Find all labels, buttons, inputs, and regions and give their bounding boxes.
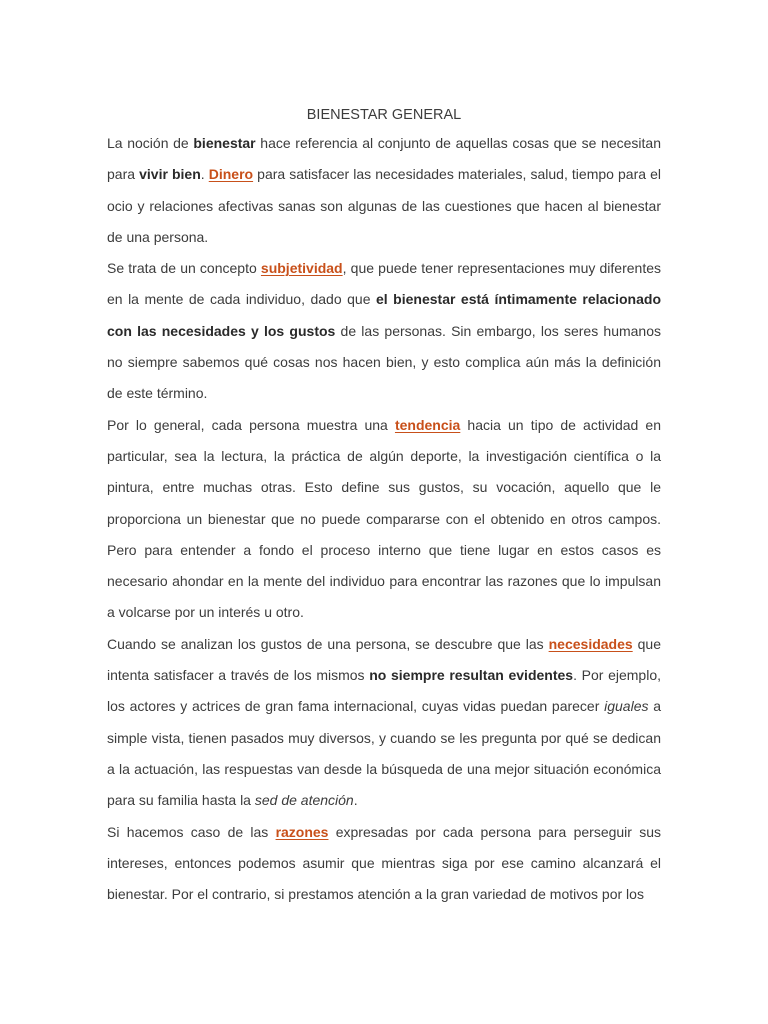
bold-term-vivir-bien: vivir bien (139, 166, 201, 183)
text-span: . (200, 166, 209, 183)
link-tendencia[interactable]: tendencia (394, 416, 461, 433)
paragraph-1 (107, 128, 661, 253)
bold-phrase-bienestar-relacionado: el bienestar está íntimamente relacionado con las necesidades y los gustos (107, 291, 661, 339)
text-span: hacia un tipo de actividad en particular, sea la lectura, la práctica de algún deporte, la investigación científica o la pintura, entre muchas otras. Esto define sus gustos, su vocación, aquello que le proporciona un bienestar que no puede compararse con el obtenido en otros campos. Pero para entender a fondo el proceso interno que tiene lugar en estos casos es necesario ahondar en la mente del individuo para encontrar las razones que lo impulsan a volcarse por un interés u otro. (107, 416, 661, 621)
italic-term-iguales: iguales (604, 698, 649, 715)
link-razones[interactable]: razones (275, 823, 329, 840)
paragraph-5 (107, 817, 661, 911)
paragraph-4 (107, 629, 661, 817)
text-span: Si hacemos caso de las (107, 823, 276, 840)
link-subjetividad[interactable]: subjetividad (260, 260, 343, 277)
italic-term-sed-de-atencion: sed de atención (254, 792, 354, 809)
text-span: Se trata de un concepto (107, 260, 261, 277)
text-span: que intenta satisfacer a través de los mismos (107, 635, 661, 684)
document-title: BIENESTAR GENERAL (306, 107, 462, 123)
paragraph-2 (107, 253, 661, 409)
text-span: . (353, 792, 358, 809)
text-span: La noción de (107, 135, 194, 151)
link-necesidades[interactable]: necesidades (548, 635, 633, 652)
text-span: hace referencia al conjunto de aquellas cosas que se necesitan para (107, 135, 661, 183)
text-span: de las personas. Sin embargo, los seres humanos no siempre sabemos qué cosas nos hacen bien, y esto complica aún más la definición de este término. (107, 322, 661, 402)
text-span: . Por ejemplo, los actores y actrices de gran fama internacional, cuyas vidas puedan parecer (107, 667, 662, 715)
text-span: Por lo general, cada persona muestra una (107, 416, 395, 433)
bold-phrase-no-siempre-evidentes: no siempre resultan evidentes (369, 667, 574, 684)
text-span: Cuando se analizan los gustos de una persona, se descubre que las (107, 635, 549, 652)
text-span: a simple vista, tienen pasados muy diversos, y cuando se les pregunta por qué se dedican a la actuación, las respuestas van desde la búsqueda de una mejor situación económica para su familia hasta la (107, 698, 661, 809)
link-dinero[interactable]: Dinero (208, 166, 254, 183)
text-span: para satisfacer las necesidades materiales, salud, tiempo para el ocio y relaciones afectivas sanas son algunas de las cuestiones que hacen al bienestar de una persona. (107, 166, 662, 245)
bold-term-bienestar: bienestar (193, 135, 256, 151)
text-span: expresadas por cada persona para perseguir sus intereses, entonces podemos asumir que mientras siga por ese camino alcanzará el bienestar. Por el contrario, si prestamos atención a la gran variedad de motivos por los (107, 823, 661, 903)
text-span: , que puede tener representaciones muy diferentes en la mente de cada individuo, dado que (107, 260, 661, 308)
paragraph-3 (107, 410, 661, 629)
